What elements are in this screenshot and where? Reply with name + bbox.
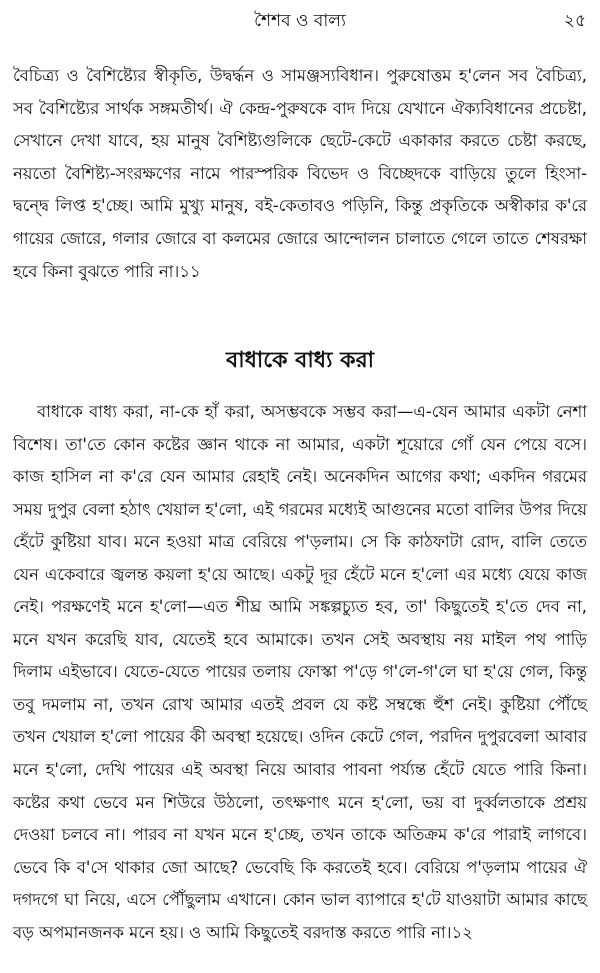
page-number: ২৫	[563, 11, 586, 31]
section-heading: বাধাকে বাধ্য করা	[225, 348, 375, 374]
section-body	[13, 396, 587, 949]
section-paragraph: বাধাকে বাধ্য করা, না-কে হাঁ করা, অসম্ভবকে সম্ভব করা—এ-যেন আমার একটা নেশা বিশেষ। তা'তে কোন কষ্টের জ্ঞান থাকে না আমার, একটা শূয়োরে গোঁ যেন পেয়ে বসে। কাজ হাসিল না ক'রে যেন আমার রেহাই নেই। অনেকদিন আগের কথা; একদিন গরমের সময় দুপুর বেলা হঠাৎ খেয়াল হ'লো, এই গরমের মধ্যেই আগুনের মতো বালির উপর দিয়ে হেঁটে কুষ্টিয়া যাব। মনে হওয়া মাত্র বেরিয়ে প'ড়লাম। সে কি কাঠফাটা রোদ, বালি তেতে যেন একেবারে জ্বলন্ত কয়লা হ'য়ে আছে। একটু দূর হেঁটে মনে হ'লো এর মধ্যে যেয়ে কাজ নেই। পরক্ষণেই মনে হ'লো—এত শীঘ্র আমি সঙ্কল্পচ্যুত হব, তা' কিছুতেই হ'তে দেব না, মনে যখন করেছি যাব, যেতেই হবে আমাকে। তখন সেই অবস্থায় নয় মাইল পথ পাড়ি দিলাম এইভাবে। যেতে-যেতে পায়ের তলায় ফোস্কা প'ড়ে গ'লে-গ'লে ঘা হ'য়ে গেল, কিন্তু তবু দমলাম না, তখন রোখ আমার এতই প্রবল যে কষ্ট সম্বন্ধে হুঁশ নেই। কুষ্টিয়া পৌঁছে তখন খেয়াল হ'লো পায়ের কী অবস্থা হয়েছে। ওদিন কেটে গেল, পরদিন দুপুরবেলা আবার মনে হ'লো, দেখি পায়ের এই অবস্থা নিয়ে আবার পাবনা পর্য্যন্ত হেঁটে যেতে পারি কিনা। কষ্টের কথা ভেবে মন শিউরে উঠলো, তৎক্ষণাৎ মনে হ'লো, ভয় বা দুর্ব্বলতাকে প্রশ্রয় দেওয়া চলবে না। পারব না যখন মনে হ'চ্ছে, তখন তাকে অতিক্রম ক'রে পারাই লাগবে। ভেবে কি ব'সে থাকার জো আছে? ভেবেছি কি করতেই হবে। বেরিয়ে প'ড়লাম পায়ের ঐ দগদগে ঘা নিয়ে, এসে পৌঁছুলাম এখানে। কোন ভাল ব্যাপারে হ'টে যাওয়াটা আমার কাছে বড় অপমানজনক মনে হয়। ও আমি কিছুতেই বরদাস্ত করতে পারি না।১২	[13, 402, 587, 942]
running-header	[0, 8, 600, 34]
continuation-text	[13, 60, 587, 288]
running-title: শৈশব ও বাল্য	[254, 11, 346, 31]
continuation-paragraph: বৈচিত্র্য ও বৈশিষ্ট্যের স্বীকৃতি, উদ্বর্দ্ধন ও সামঞ্জস্যবিধান। পুরুষোত্তম হ'লেন সব বৈচিত্র্য, সব বৈশিষ্ট্যের সার্থক সঙ্গমতীর্থ। ঐ কেন্দ্র-পুরুষকে বাদ দিয়ে যেখানে ঐক্যবিধানের প্রচেষ্টা, সেখানে দেখা যাবে, হয় মানুষ বৈশিষ্ট্যগুলিকে ছেটে-কেটে একাকার করতে চেষ্টা করছে, নয়তো বৈশিষ্ট্য-সংরক্ষণের নামে পারস্পরিক বিভেদ ও বিচ্ছেদকে বাড়িয়ে তুলে হিংসা-দ্বন্দ্বে লিপ্ত হ'চ্ছে। আমি মুখ্যু মানুষ, বই-কেতাবও পড়িনি, কিন্তু প্রকৃতিকে অস্বীকার ক'রে গায়ের জোরে, গলার জোরে বা কলমের জোরে আন্দোলন চালাতে গেলে তাতে শেষরক্ষা হবে কিনা বুঝতে পারি না।১১	[13, 66, 587, 281]
